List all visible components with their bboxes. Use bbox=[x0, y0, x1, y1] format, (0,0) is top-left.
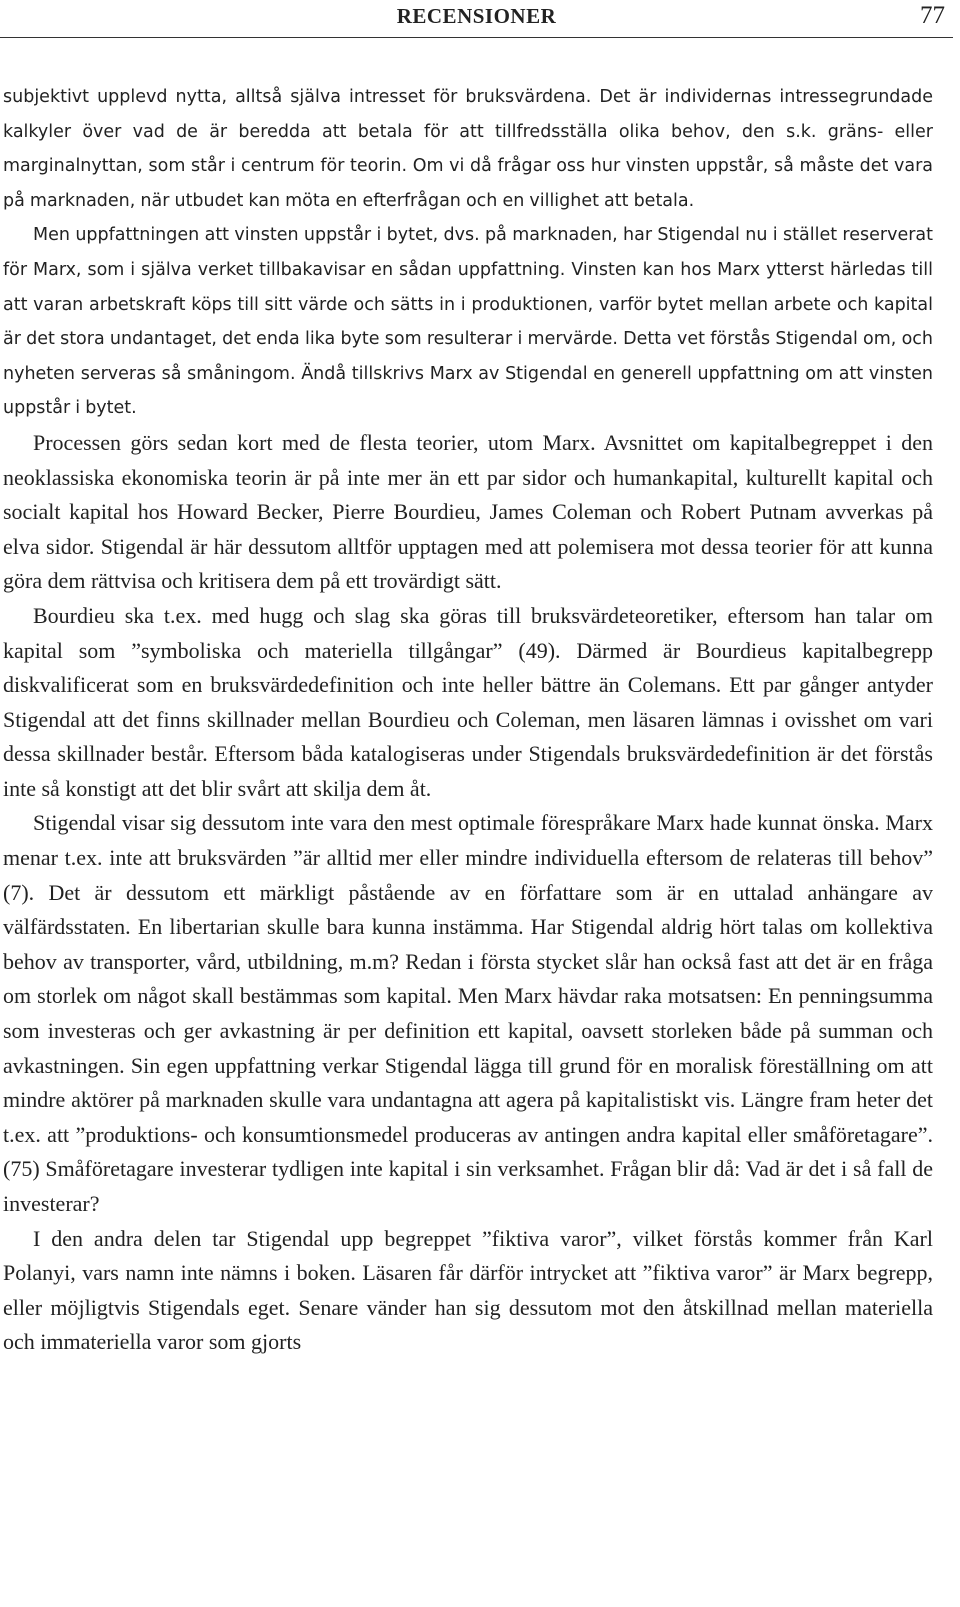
paragraph: Stigendal visar sig dessutom inte vara den mest optimale förespråkare Marx hade kunnat önska. Marx menar t.ex. inte att bruksvärden ”är alltid mer eller mindre individuella eftersom de relateras till behov” (7). Det är dessutom ett märkligt påstående av en författare som är en uttalad anhängare av välfärdsstaten. En libertarian skulle bara kunna instämma. Har Stigendal aldrig hört talas om kollektiva behov av transporter, vård, utbildning, m.m? Redan i första stycket slår han också fast att det är en fråga om storlek om något skall bestämmas som kapital. Men Marx hävdar raka motsatsen: En penningsumma som investeras och ger avkastning är per definition ett kapital, oavsett storleken både på summan och avkastningen. Sin egen uppfattning verkar Stigendal lägga till grund för en moralisk föreställning om att mindre aktörer på marknaden skulle vara undantagna att agera på kapitalistiskt vis. Längre fram heter det t.ex. att ”produktions- och konsumtionsmedel produceras av antingen andra kapital eller småföretagare”. (75) Småföretagare investerar tydligen inte kapital i sin verksamhet. Frågan blir då: Vad är det i så fall de investerar? bbox=[3, 810, 933, 1216]
paragraph: Processen görs sedan kort med de flesta teorier, utom Marx. Avsnittet om kapitalbegreppet i den neoklassiska ekonomiska teorin är på inte mer än ett par sidor och humankapital, kulturellt kapital och socialt kapital hos Howard Becker, Pierre Bourdieu, James Coleman och Robert Putnam avverkas på elva sidor. Stigendal är här dessutom alltför upptagen med att polemisera mot dessa teorier för att kunna göra dem rättvisa och kritisera dem på ett trovärdigt sätt. bbox=[3, 429, 933, 594]
paragraph: Bourdieu ska t.ex. med hugg och slag ska göras till bruksvärdeteoretiker, eftersom han talar om kapital som ”symboliska och materiella tillgångar” (49). Därmed är Bourdieus kapitalbegrepp diskvalificerat som en bruksvärdedefinition och inte heller bättre än Colemans. Ett par gånger antyder Stigendal att det finns skillnader mellan Bourdieu och Coleman, men läsaren lämnas i ovisshet om vari dessa skillnader består. Eftersom båda katalogiseras under Stigendals bruksvärdedefinition är det förstås inte så konstigt att det blir svårt att skilja dem åt. bbox=[3, 602, 933, 801]
paragraph: subjektivt upplevd nytta, alltså själva intresset för bruksvärdena. Det är individernas intressegrundade kalkyler över vad de är beredda att betala för att tillfredsställa olika behov, den s.k. gräns- eller marginalnyttan, som står i centrum för teorin. Om vi då frågar oss hur vinsten uppstår, så måste det vara på marknaden, när utbudet kan möta en efterfrågan och en villighet att betala. bbox=[3, 87, 933, 211]
paragraph: I den andra delen tar Stigendal upp begreppet ”fiktiva varor”, vilket förstås kommer från Karl Polanyi, vars namn inte nämns i boken. Läsaren får därför intrycket att ”fiktiva varor” är Marx begrepp, eller möjligtvis Stigendals eget. Senare vänder han sig dessutom mot den åtskillnad mellan materiella och immateriella varor som gjorts bbox=[3, 1225, 933, 1355]
section-title: RECENSIONER bbox=[396, 4, 557, 28]
running-header bbox=[0, 0, 953, 38]
paragraph: Men uppfattningen att vinsten uppstår i bytet, dvs. på marknaden, har Stigendal nu i stället reserverat för Marx, som i själva verket tillbakavisar en sådan uppfattning. Vinsten kan hos Marx ytterst härledas till att varan arbetskraft köps till sitt värde och sätts in i produktionen, varför bytet mellan arbete och kapital är det stora undantaget, det enda lika byte som resulterar i mervärde. Detta vet förstås Stigendal om, och nyheten serveras så småningom. Ändå tillskrivs Marx av Stigendal en generell uppfattning om att vinsten uppstår i bytet. bbox=[3, 225, 933, 419]
body-text bbox=[3, 80, 933, 1360]
page-number: 77 bbox=[920, 2, 945, 29]
